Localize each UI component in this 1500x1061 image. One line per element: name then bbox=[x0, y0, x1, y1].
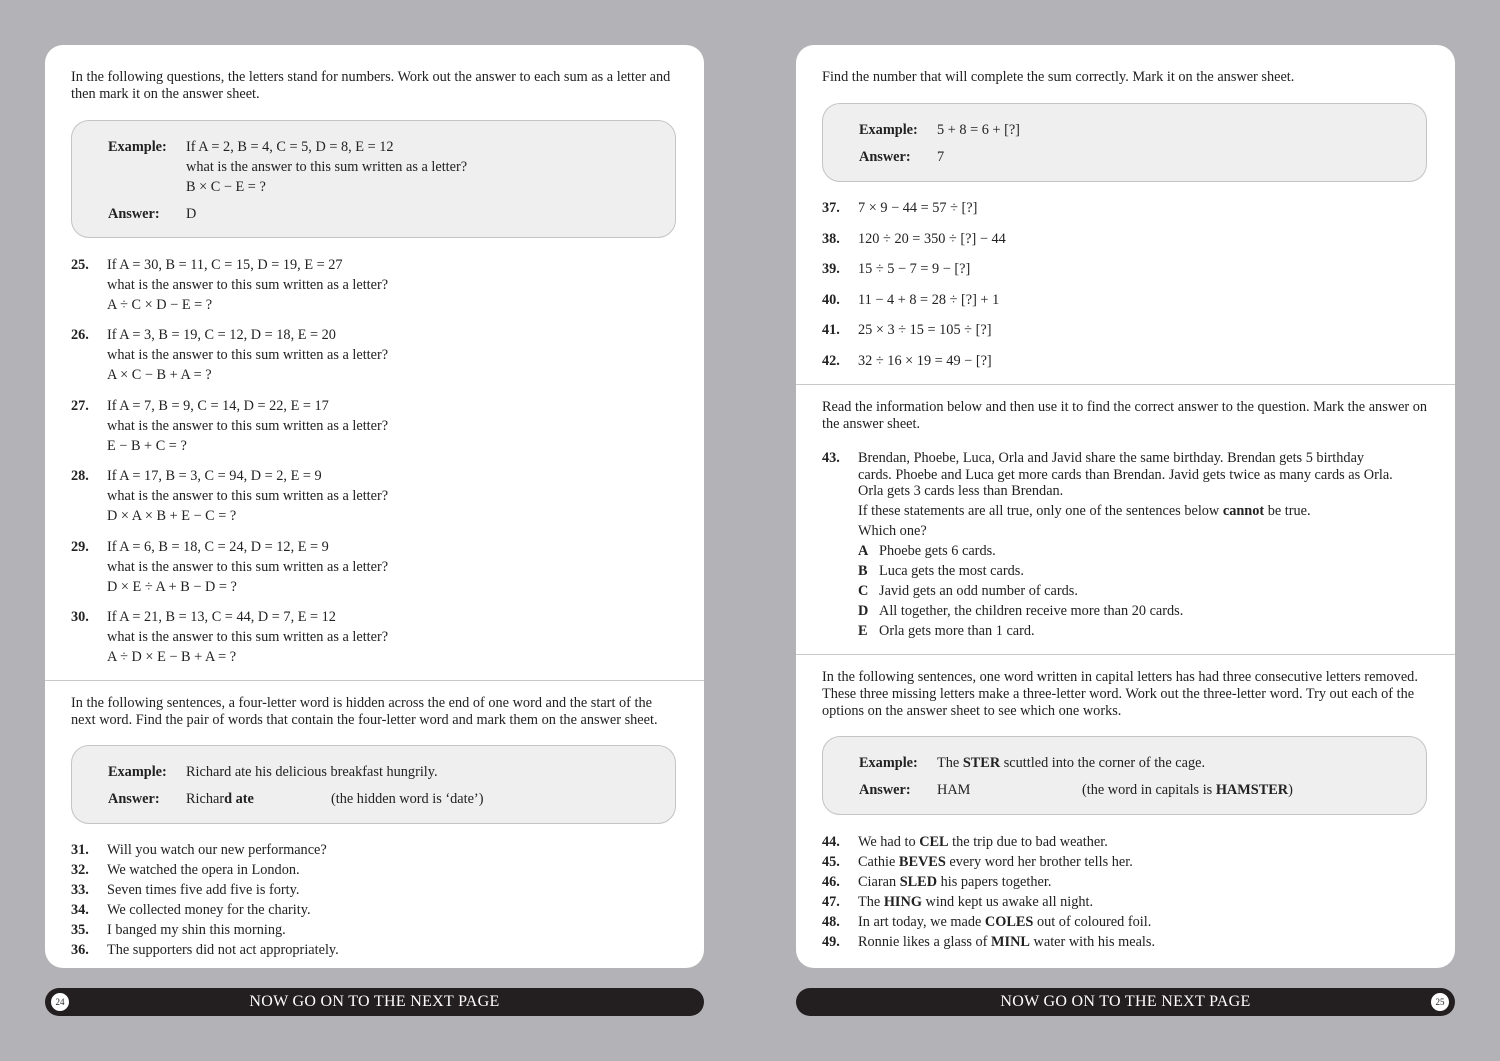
sentence-text: Cathie bbox=[858, 854, 899, 870]
question-line: If A = 6, B = 18, C = 24, D = 12, E = 9 bbox=[107, 539, 329, 555]
page-number: 24 bbox=[50, 992, 70, 1012]
question-line: If A = 7, B = 9, C = 14, D = 22, E = 17 bbox=[107, 398, 329, 414]
example-line-2: what is the answer to this sum written as a letter? bbox=[186, 159, 468, 175]
example-line-3: B × C − E = ? bbox=[186, 179, 266, 195]
question-text: Seven times five add five is forty. bbox=[107, 882, 300, 898]
sentence-text: scuttled into the corner of the cage. bbox=[1000, 755, 1206, 771]
sentence-text: out of coloured foil. bbox=[1033, 914, 1152, 930]
example-note: (the hidden word is ‘date’) bbox=[331, 791, 484, 807]
option-text: All together, the children receive more than 20 cards. bbox=[879, 603, 1184, 619]
question-line: D × A × B + E − C = ? bbox=[107, 508, 237, 524]
section-divider bbox=[45, 680, 704, 681]
question-line: Orla gets 3 cards less than Brendan. bbox=[858, 483, 1064, 499]
sentence-text: In art today, we made bbox=[858, 914, 985, 930]
answer-label: Answer: bbox=[859, 782, 911, 798]
answer-label: Answer: bbox=[108, 206, 160, 222]
question-text: 120 ÷ 20 = 350 ÷ [?] − 44 bbox=[858, 231, 1006, 247]
question-line: If A = 21, B = 13, C = 44, D = 7, E = 12 bbox=[107, 609, 336, 625]
question-number: 30. bbox=[71, 609, 89, 625]
question-number: 41. bbox=[822, 322, 840, 338]
question-text bbox=[858, 872, 1051, 892]
note-word: HAMSTER bbox=[1215, 782, 1289, 798]
question-line: If A = 3, B = 19, C = 12, D = 18, E = 20 bbox=[107, 327, 336, 343]
missing-number-example-box bbox=[822, 103, 1427, 182]
section-divider bbox=[796, 384, 1455, 385]
question-number: 37. bbox=[822, 200, 840, 216]
statement-text: be true. bbox=[1264, 503, 1311, 519]
question-line: E − B + C = ? bbox=[107, 438, 187, 454]
question-number: 49. bbox=[822, 934, 840, 950]
example-sentence: Richard ate his delicious breakfast hungrily. bbox=[186, 764, 438, 780]
right-page bbox=[796, 45, 1455, 968]
question-text: 7 × 9 − 44 = 57 ÷ [?] bbox=[858, 200, 978, 216]
letters-numbers-example-box bbox=[71, 120, 676, 238]
statement-text: If these statements are all true, only one of the sentences below bbox=[858, 503, 1223, 519]
question-number: 26. bbox=[71, 327, 89, 343]
question-text: 11 − 4 + 8 = 28 ÷ [?] + 1 bbox=[858, 292, 1000, 308]
question-line: D × E ÷ A + B − D = ? bbox=[107, 579, 237, 595]
question-text bbox=[858, 912, 1151, 932]
question-line: what is the answer to this sum written as a letter? bbox=[107, 629, 389, 645]
note-text: (the word in capitals is bbox=[1082, 782, 1216, 798]
sentence-text: Ciaran bbox=[858, 874, 900, 890]
footer-bar-right bbox=[796, 988, 1455, 1016]
capital-word: HING bbox=[883, 894, 922, 910]
sentence-text: water with his meals. bbox=[1029, 934, 1156, 950]
question-number: 32. bbox=[71, 862, 89, 878]
question-number: 25. bbox=[71, 257, 89, 273]
example-label: Example: bbox=[859, 122, 918, 138]
question-number: 33. bbox=[71, 882, 89, 898]
question-line: If A = 17, B = 3, C = 94, D = 2, E = 9 bbox=[107, 468, 322, 484]
capital-word: COLES bbox=[984, 914, 1034, 930]
question-text: 32 ÷ 16 × 19 = 49 − [?] bbox=[858, 353, 992, 369]
question-number: 39. bbox=[822, 261, 840, 277]
section-divider bbox=[796, 654, 1455, 655]
question-text: I banged my shin this morning. bbox=[107, 922, 286, 938]
question-statement bbox=[858, 503, 1393, 523]
example-label: Example: bbox=[108, 139, 167, 155]
option-letter: D bbox=[858, 603, 869, 619]
question-number: 28. bbox=[71, 468, 89, 484]
option-text: Javid gets an odd number of cards. bbox=[879, 583, 1078, 599]
capital-word: SLED bbox=[899, 874, 938, 890]
note-text: ) bbox=[1288, 782, 1293, 798]
question-line: cards. Phoebe and Luca get more cards than Brendan. Javid gets twice as many cards as Orla. bbox=[858, 466, 1393, 483]
question-text: 25 × 3 ÷ 15 = 105 ÷ [?] bbox=[858, 322, 992, 338]
next-page-banner: NOW GO ON TO THE NEXT PAGE bbox=[249, 993, 500, 1010]
question-number: 34. bbox=[71, 902, 89, 918]
sentence-text: the trip due to bad weather. bbox=[948, 834, 1108, 850]
answer-bold-part: d ate bbox=[224, 791, 254, 807]
question-text bbox=[858, 832, 1108, 852]
option-b bbox=[858, 563, 1393, 583]
question-number: 31. bbox=[71, 842, 89, 858]
question-number: 36. bbox=[71, 942, 89, 958]
question-line: what is the answer to this sum written as a letter? bbox=[107, 277, 389, 293]
example-answer: D bbox=[186, 206, 197, 222]
question-text bbox=[858, 932, 1155, 952]
question-text: 15 ÷ 5 − 7 = 9 − [?] bbox=[858, 261, 971, 277]
logic-instructions: Read the information below and then use it to find the correct answer to the question. Mark the answer on the answer sheet. bbox=[822, 399, 1428, 432]
option-text: Orla gets more than 1 card. bbox=[879, 623, 1035, 639]
sentence-text: The bbox=[858, 894, 884, 910]
hidden-word-example-box bbox=[71, 745, 676, 824]
question-line: A × C − B + A = ? bbox=[107, 367, 212, 383]
question-text: We collected money for the charity. bbox=[107, 902, 311, 918]
next-page-banner: NOW GO ON TO THE NEXT PAGE bbox=[1000, 993, 1251, 1010]
option-text: Phoebe gets 6 cards. bbox=[879, 543, 996, 559]
example-answer bbox=[186, 791, 254, 808]
letters-numbers-instructions: In the following questions, the letters stand for numbers. Work out the answer to each sum as a letter and then mark it on the answer sheet. bbox=[71, 69, 671, 102]
example-answer: HAM bbox=[937, 782, 971, 798]
example-label: Example: bbox=[859, 755, 918, 771]
question-number: 47. bbox=[822, 894, 840, 910]
question-line: what is the answer to this sum written as a letter? bbox=[107, 418, 389, 434]
capital-word: STER bbox=[962, 755, 1001, 771]
question-text bbox=[858, 852, 1133, 872]
question-line: what is the answer to this sum written as a letter? bbox=[107, 559, 389, 575]
missing-letters-example-box bbox=[822, 736, 1427, 815]
option-letter: B bbox=[858, 563, 868, 579]
answer-label: Answer: bbox=[108, 791, 160, 807]
left-page bbox=[45, 45, 704, 968]
sentence-text: We had to bbox=[858, 834, 920, 850]
option-letter: E bbox=[858, 623, 868, 639]
option-d bbox=[858, 603, 1393, 623]
hidden-word-instructions: In the following sentences, a four-letter word is hidden across the end of one word and the start of the next word. Find the pair of words that contain the four-letter word and mark them on the answer sheet. bbox=[71, 695, 658, 728]
example-sentence bbox=[937, 755, 1205, 772]
question-line: A ÷ D × E − B + A = ? bbox=[107, 649, 237, 665]
question-number: 29. bbox=[71, 539, 89, 555]
sentence-text: The bbox=[937, 755, 963, 771]
page-number: 25 bbox=[1430, 992, 1450, 1012]
sentence-text: wind kept us awake all night. bbox=[921, 894, 1094, 910]
question-line: A ÷ C × D − E = ? bbox=[107, 297, 213, 313]
question-number: 44. bbox=[822, 834, 840, 850]
question-number: 46. bbox=[822, 874, 840, 890]
question-number: 45. bbox=[822, 854, 840, 870]
question-text: We watched the opera in London. bbox=[107, 862, 300, 878]
missing-letters-instructions: In the following sentences, one word written in capital letters has had three consecutive letters removed. These three missing letters make a three-letter word. Work out the three-letter word. Try out each of the options on the answer sheet to see which one works. bbox=[822, 669, 1418, 719]
question-number: 48. bbox=[822, 914, 840, 930]
question-line: Brendan, Phoebe, Luca, Orla and Javid share the same birthday. Brendan gets 5 birthday bbox=[858, 450, 1365, 466]
statement-emphasis: cannot bbox=[1222, 503, 1265, 519]
option-c bbox=[858, 583, 1393, 603]
question-number: 27. bbox=[71, 398, 89, 414]
sentence-text: every word her brother tells her. bbox=[945, 854, 1133, 870]
example-note bbox=[1082, 782, 1293, 799]
question-number: 43. bbox=[822, 450, 840, 466]
sentence-text: his papers together. bbox=[937, 874, 1052, 890]
option-e bbox=[858, 623, 1393, 643]
option-text: Luca gets the most cards. bbox=[879, 563, 1024, 579]
example-label: Example: bbox=[108, 764, 167, 780]
example-answer: 7 bbox=[937, 149, 945, 165]
capital-word: MINL bbox=[991, 934, 1030, 950]
question-line: what is the answer to this sum written as a letter? bbox=[107, 488, 389, 504]
sentence-text: Ronnie likes a glass of bbox=[858, 934, 992, 950]
capital-word: CEL bbox=[919, 834, 949, 850]
question-text: The supporters did not act appropriately. bbox=[107, 942, 339, 958]
answer-label: Answer: bbox=[859, 149, 911, 165]
answer-plain-part: Richar bbox=[186, 791, 225, 807]
question-number: 38. bbox=[822, 231, 840, 247]
question-text bbox=[858, 892, 1093, 912]
question-prompt: Which one? bbox=[858, 523, 927, 539]
capital-word: BEVES bbox=[898, 854, 946, 870]
question-line: what is the answer to this sum written as a letter? bbox=[107, 347, 389, 363]
question-text: Will you watch our new performance? bbox=[107, 842, 327, 858]
option-letter: C bbox=[858, 583, 869, 599]
question-number: 40. bbox=[822, 292, 840, 308]
missing-number-instructions: Find the number that will complete the sum correctly. Mark it on the answer sheet. bbox=[822, 69, 1295, 85]
footer-bar-left bbox=[45, 988, 704, 1016]
example-sum: 5 + 8 = 6 + [?] bbox=[937, 122, 1020, 138]
option-letter: A bbox=[858, 543, 869, 559]
question-number: 42. bbox=[822, 353, 840, 369]
example-line-1: If A = 2, B = 4, C = 5, D = 8, E = 12 bbox=[186, 139, 394, 155]
option-a bbox=[858, 543, 1393, 563]
question-line: If A = 30, B = 11, C = 15, D = 19, E = 27 bbox=[107, 257, 343, 273]
question-number: 35. bbox=[71, 922, 89, 938]
